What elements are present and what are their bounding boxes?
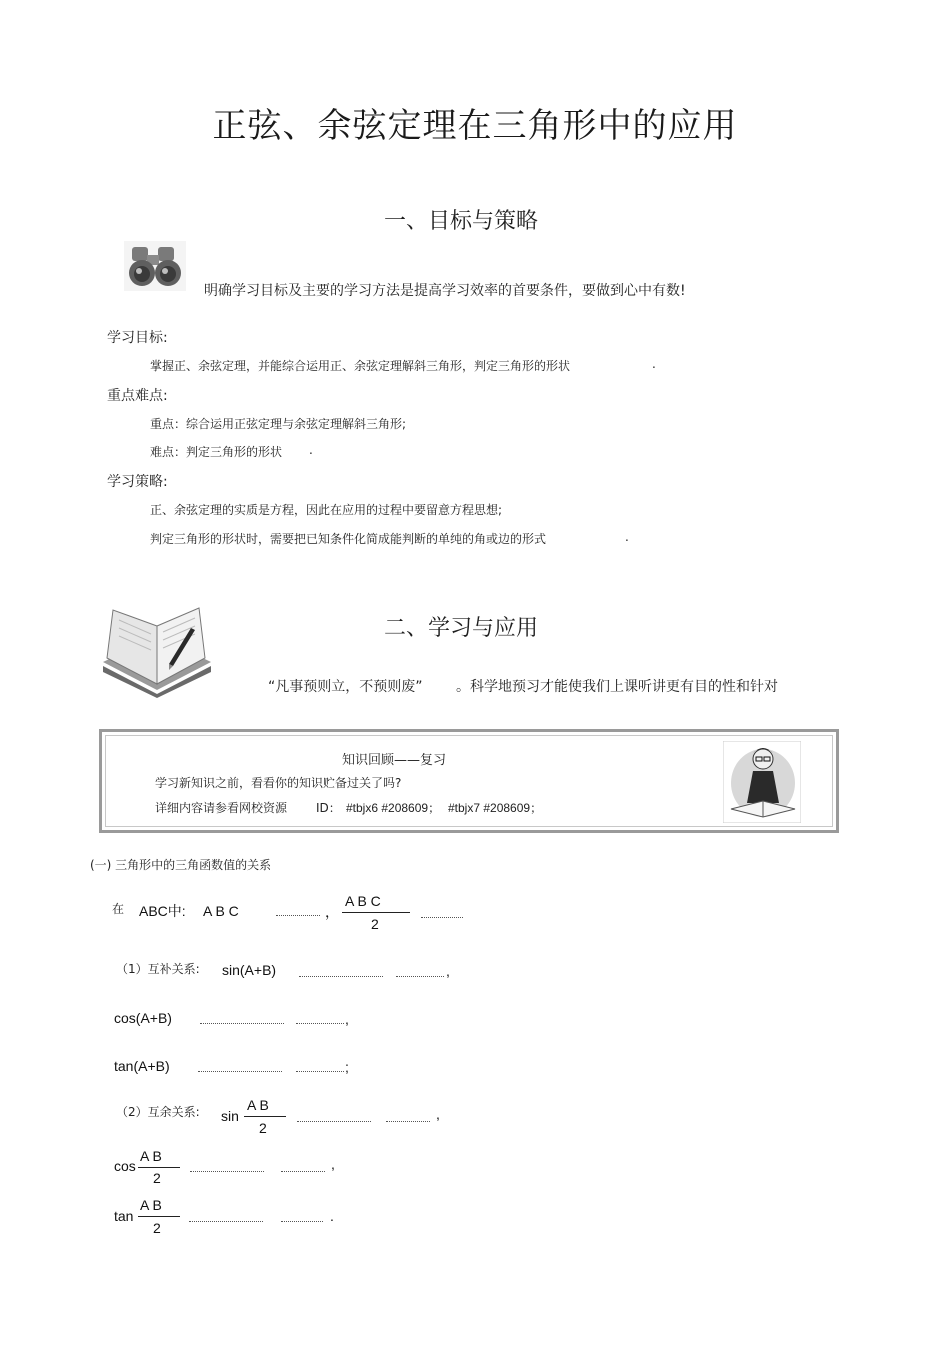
blank-abc-sum[interactable] (276, 915, 320, 916)
cos-frac-den: 2 (153, 1170, 161, 1186)
sin-frac-bar (244, 1116, 286, 1117)
quote-text: “凡事预则立，不预则废” (268, 679, 423, 695)
page-title: 正弦、余弦定理在三角形中的应用 (212, 106, 738, 146)
blank-cos-2[interactable] (296, 1023, 344, 1024)
blank-tan-half-1[interactable] (189, 1221, 263, 1222)
comma-sin: , (446, 963, 450, 979)
sin-frac-num: A B (247, 1097, 269, 1113)
binoculars-icon (124, 241, 186, 291)
blank-tan-1[interactable] (198, 1071, 282, 1072)
comma-cos: , (345, 1011, 349, 1027)
blank-half-angle[interactable] (421, 917, 463, 918)
key-point: 重点：综合运用正弦定理与余弦定理解斜三角形; (150, 417, 407, 431)
review-title: 知识回顾——复习 (342, 753, 447, 768)
key-label: 重点难点: (107, 388, 168, 404)
blank-cos-half-1[interactable] (190, 1171, 264, 1172)
complement-label: （1）互补关系: (116, 962, 200, 976)
comma-1: ， (325, 904, 339, 920)
in-label: 在 (112, 902, 125, 916)
blank-sin-half-1[interactable] (297, 1121, 371, 1122)
section-heading-learning: 二、学习与应用 (384, 616, 539, 641)
review-line2-b: ID： (316, 801, 341, 815)
comma-cos-half: , (331, 1156, 335, 1172)
blank-tan-half-2[interactable] (281, 1221, 323, 1222)
intro-text: 明确学习目标及主要的学习方法是提高学习效率的首要条件，要做到心中有数! (204, 283, 686, 299)
goals-label: 学习目标: (107, 330, 168, 346)
resource-link-tbjx7[interactable]: #tbjx7 #208609； (448, 801, 543, 815)
open-book-icon (99, 606, 214, 698)
part1-heading: (一) 三角形中的三角函数值的关系 (90, 858, 272, 872)
blank-cos-half-2[interactable] (281, 1171, 325, 1172)
tan-frac-bar (138, 1216, 180, 1217)
half-denominator: 2 (371, 916, 379, 932)
strategy-label: 学习策略: (107, 474, 168, 490)
blank-sin-1[interactable] (299, 976, 383, 977)
resource-link-tbjx6[interactable]: #tbjx6 #208609； (346, 801, 441, 815)
cos-frac-bar (138, 1167, 180, 1168)
cos-frac-num: A B (140, 1148, 162, 1164)
goals-text: 掌握正、余弦定理，并能综合运用正、余弦定理解斜三角形，判定三角形的形状 (150, 359, 571, 373)
strategy-2-end: . (625, 530, 629, 544)
review-line1: 学习新知识之前，看看你的知识贮备过关了吗? (155, 776, 402, 790)
tan-fn: tan (114, 1208, 134, 1224)
comma-sin-half: , (436, 1106, 440, 1122)
abc-sum: A B C (203, 903, 239, 919)
sin-frac-den: 2 (259, 1120, 267, 1136)
half-numerator: A B C (345, 893, 381, 909)
tan-frac-den: 2 (153, 1220, 161, 1236)
tan-a-plus-b: tan(A+B) (114, 1058, 170, 1074)
quote-rest: 。科学地预习才能使我们上课听讲更有目的性和针对 (456, 679, 778, 695)
blank-sin-2[interactable] (396, 976, 444, 977)
section-heading-goals: 一、目标与策略 (384, 209, 539, 234)
reader-illustration-icon (723, 741, 801, 823)
tan-frac-num: A B (140, 1197, 162, 1213)
semicolon-tan: ; (345, 1059, 349, 1075)
strategy-2: 判定三角形的形状时，需要把已知条件化简成能判断的单纯的角或边的形式 (150, 532, 547, 546)
fraction-bar (342, 912, 410, 913)
sin-a-plus-b: sin(A+B) (222, 962, 277, 978)
cos-fn: cos (114, 1158, 136, 1174)
sin-fn: sin (221, 1108, 239, 1124)
blank-tan-2[interactable] (296, 1071, 344, 1072)
goals-end: . (652, 357, 656, 371)
difficulty-end: . (309, 443, 313, 457)
blank-cos-1[interactable] (200, 1023, 284, 1024)
difficulty: 难点：判定三角形的形状 (150, 445, 283, 459)
blank-sin-half-2[interactable] (386, 1121, 430, 1122)
abc-label: ABC中: (139, 903, 186, 919)
cos-a-plus-b: cos(A+B) (114, 1010, 172, 1026)
review-line2-a: 详细内容请参看网校资源 (155, 801, 288, 815)
period-tan-half: . (330, 1208, 334, 1224)
cofunction-label: （2）互余关系: (116, 1105, 200, 1119)
strategy-1: 正、余弦定理的实质是方程，因此在应用的过程中要留意方程思想; (150, 503, 503, 517)
